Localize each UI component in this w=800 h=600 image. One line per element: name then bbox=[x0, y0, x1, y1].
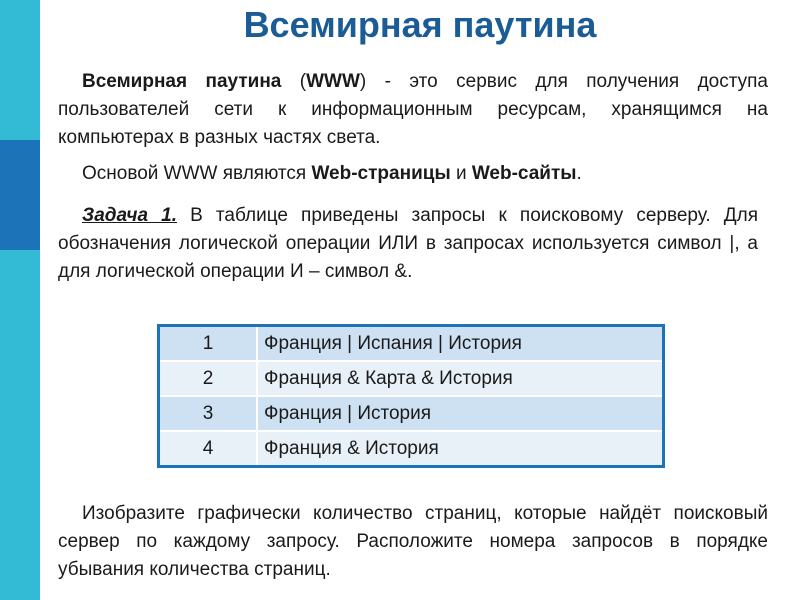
query-text: Франция | История bbox=[257, 396, 664, 431]
query-text: Франция & Карта & История bbox=[257, 361, 664, 396]
web-sites-term: Web-сайты bbox=[471, 163, 577, 184]
left-bar-middle bbox=[0, 140, 40, 250]
basis-end: . bbox=[576, 163, 582, 184]
basis-start: Основой WWW являются bbox=[82, 163, 312, 184]
left-bar-top bbox=[0, 0, 40, 140]
task-label: Задача 1. bbox=[82, 205, 177, 226]
instruction-text: Изобразите графически количество страниц, которые найдёт поисковый сервер по каждому запросу. Расположите номера запросов в порядке убывания количества страниц. bbox=[58, 503, 768, 580]
query-number: 4 bbox=[159, 431, 258, 467]
term-www: Всемирная паутина bbox=[82, 71, 282, 92]
query-text: Франция | Испания | История bbox=[257, 326, 664, 362]
query-number: 3 bbox=[159, 396, 258, 431]
instruction-paragraph bbox=[58, 500, 768, 584]
left-bar-bottom bbox=[0, 250, 40, 600]
table-row bbox=[159, 326, 664, 362]
basis-paragraph bbox=[58, 160, 768, 188]
table-row bbox=[159, 361, 664, 396]
query-table bbox=[157, 324, 665, 468]
definition-paragraph bbox=[58, 68, 768, 152]
query-text: Франция & История bbox=[257, 431, 664, 467]
query-number: 2 bbox=[159, 361, 258, 396]
task-paragraph bbox=[58, 202, 758, 286]
abbr-www: WWW bbox=[306, 71, 360, 92]
page-title: Всемирная паутина bbox=[243, 4, 597, 45]
open-paren: ( bbox=[281, 71, 307, 92]
web-pages-term: Web-страницы bbox=[311, 163, 451, 184]
query-number: 1 bbox=[159, 326, 258, 362]
task-text: В таблице приведены запросы к поисковому серверу. Для обозначения логической операции ИЛИ в запросах используется символ |, а для логической операции И – символ &. bbox=[58, 205, 758, 282]
table-row bbox=[159, 396, 664, 431]
basis-and: и bbox=[450, 163, 472, 184]
definition-text: ) - это сервис для получения доступа пользователей сети к информационным ресурсам, хранящимся на компьютерах в разных частях света. bbox=[58, 71, 768, 148]
table-row bbox=[159, 431, 664, 467]
